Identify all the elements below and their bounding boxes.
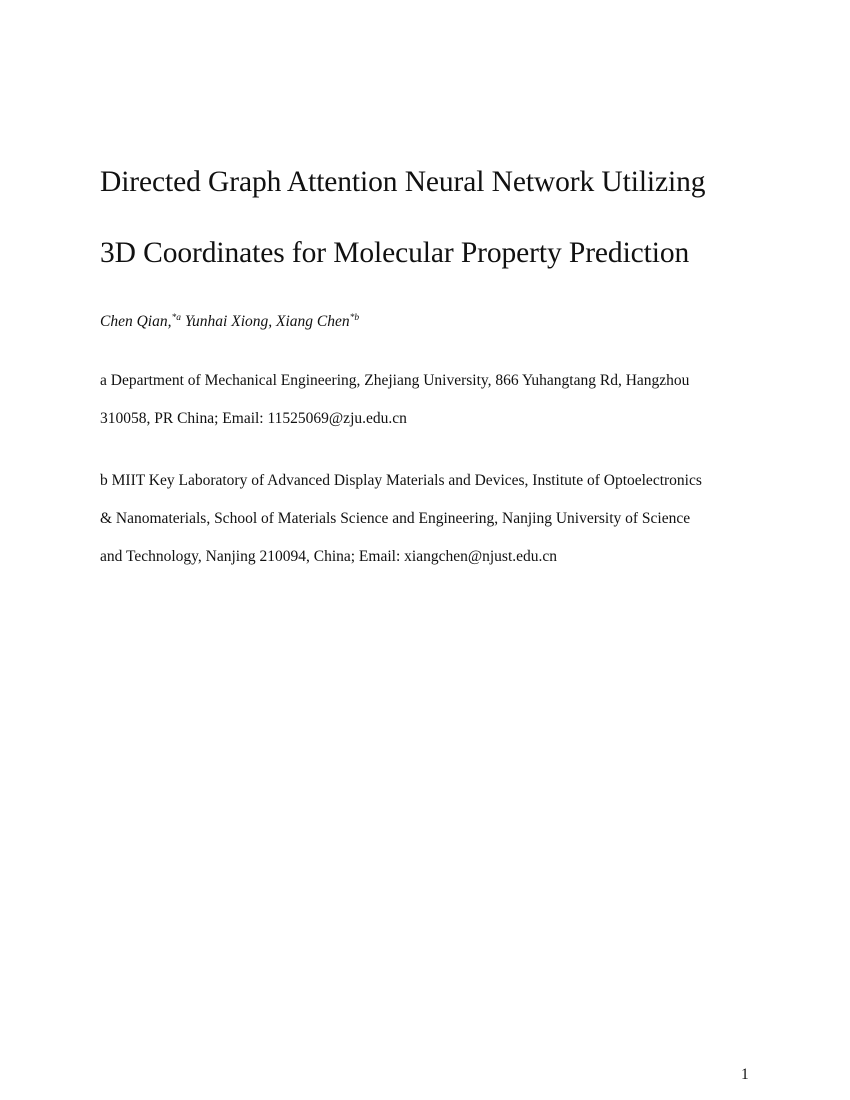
- title-line-2: 3D Coordinates for Molecular Property Prediction: [100, 237, 690, 269]
- affiliation-b-line-3: and Technology, Nanjing 210094, China; Email: xiangchen@njust.edu.cn: [100, 548, 558, 565]
- author-2-3-names: Yunhai Xiong, Xiang Chen: [180, 313, 350, 330]
- author-1-name: Chen Qian,: [100, 313, 172, 330]
- affiliation-b: [100, 462, 760, 576]
- affiliation-a-line-1: a Department of Mechanical Engineering, Zhejiang University, 866 Yuhangtang Rd, Hangzhou: [100, 372, 690, 389]
- affiliation-b-line-1: b MIIT Key Laboratory of Advanced Display Materials and Devices, Institute of Optoelectronics: [100, 472, 702, 489]
- author-1-marks: *a: [171, 313, 181, 323]
- affiliation-a-line-2: 310058, PR China; Email: 11525069@zju.edu.cn: [100, 410, 407, 427]
- affiliation-b-line-2: & Nanomaterials, School of Materials Science and Engineering, Nanjing University of Science: [100, 510, 691, 527]
- title-line-1: Directed Graph Attention Neural Network Utilizing: [100, 166, 706, 198]
- author-3-marks: *b: [349, 313, 360, 323]
- affiliation-a: [100, 362, 760, 438]
- paper-title: [100, 147, 780, 289]
- page-number: 1: [741, 1066, 749, 1083]
- author-list: [100, 313, 359, 331]
